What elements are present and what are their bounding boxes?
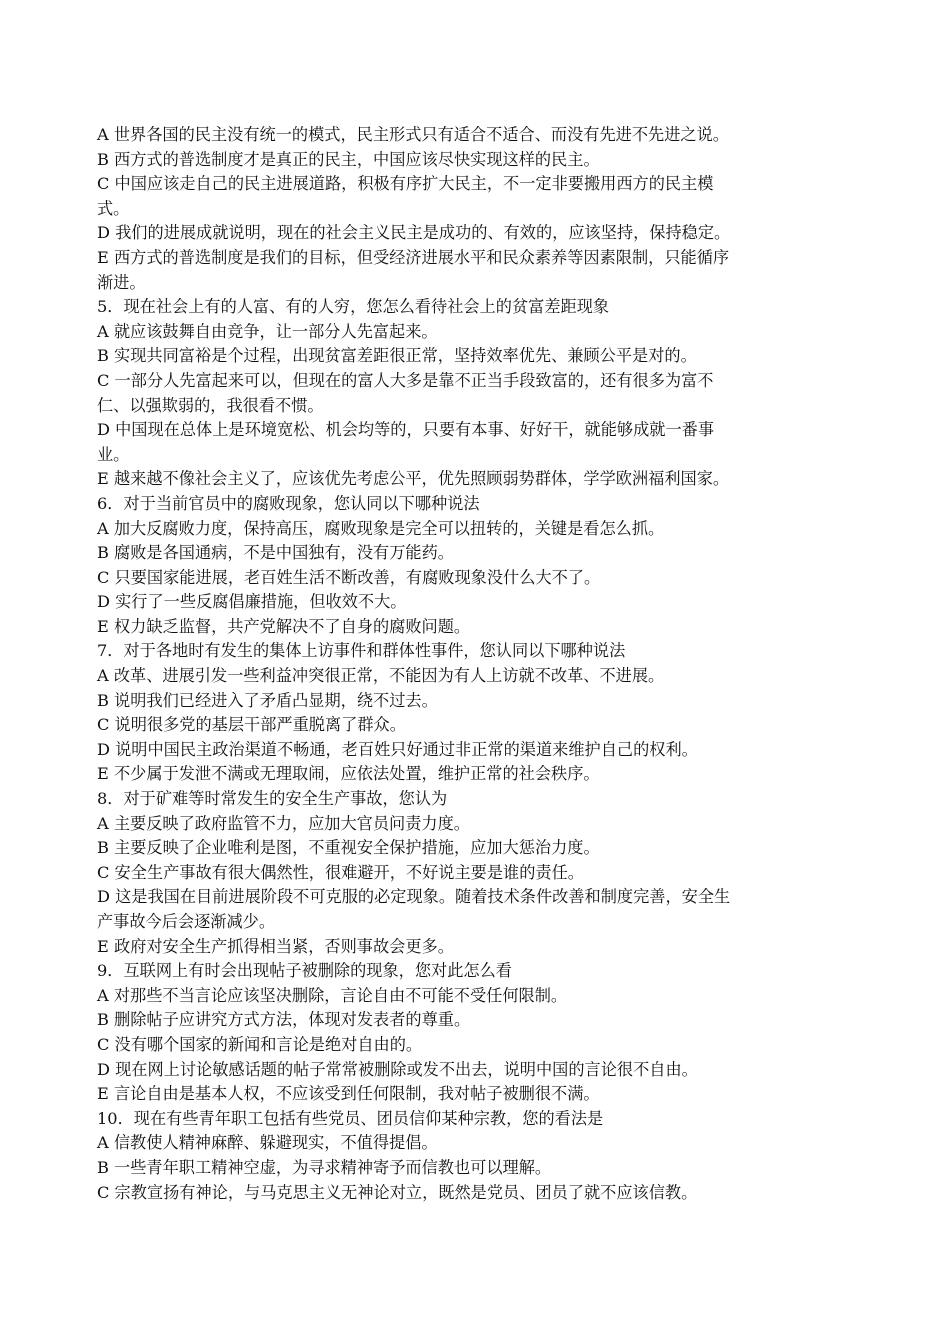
question-6: 6．对于当前官员中的腐败现象，您认同以下哪种说法 [97, 493, 480, 513]
option-line-continuation: 产事故今后会逐渐减少。 [97, 912, 276, 931]
option-line: D 说明中国民主政治渠道不畅通，老百姓只好通过非正常的渠道来维护自己的权利。 [97, 739, 698, 759]
question-9: 9．互联网上有时会出现帖子被删除的现象，您对此怎么看 [97, 961, 512, 981]
option-line: C 说明很多党的基层干部严重脱离了群众。 [97, 715, 406, 735]
question-8: 8．对于矿难等时常发生的安全生产事故，您认为 [97, 789, 448, 809]
option-line: C 安全生产事故有很大偶然性，很难避开，不好说主要是谁的责任。 [97, 862, 584, 882]
option-line-continuation: 业。 [97, 444, 130, 464]
option-line: C 没有哪个国家的新闻和言论是绝对自由的。 [97, 1034, 423, 1054]
option-line-continuation: 渐进。 [97, 272, 146, 292]
option-line: C 只要国家能进展，老百姓生活不断改善，有腐败现象没什么大不了。 [97, 567, 601, 587]
question-5: 5．现在社会上有的人富、有的人穷，您怎么看待社会上的贫富差距现象 [97, 297, 610, 317]
option-line: E 政府对安全生产抓得相当紧，否则事故会更多。 [97, 936, 454, 956]
option-line: A 世界各国的民主没有统一的模式，民主形式只有适合不适合、而没有先进不先进之说。 [97, 125, 729, 144]
option-line: D 实行了一些反腐倡廉措施，但收效不大。 [97, 592, 407, 612]
option-line: D 中国现在总体上是环境宽松、机会均等的，只要有本事、好好干，就能够成就一番事 [97, 420, 715, 440]
option-line: A 改革、进展引发一些利益冲突很正常，不能因为有人上访就不改革、不进展。 [97, 666, 665, 686]
option-line: B 腐败是各国通病，不是中国独有，没有万能药。 [97, 543, 454, 563]
option-line: B 删除帖子应讲究方式方法，体现对发表者的尊重。 [97, 1010, 471, 1030]
option-line: D 我们的进展成就说明，现在的社会主义民主是成功的、有效的，应该坚持，保持稳定。 [97, 223, 731, 243]
option-line: B 主要反映了企业唯利是图，不重视安全保护措施，应加大惩治力度。 [97, 838, 600, 858]
question-7: 7．对于各地时有发生的集体上访事件和群体性事件，您认同以下哪种说法 [97, 641, 626, 661]
option-line: A 对那些不当言论应该坚决删除，言论自由不可能不受任何限制。 [97, 985, 568, 1005]
option-line: A 就应该鼓舞自由竞争，让一部分人先富起来。 [97, 321, 438, 341]
question-10: 10．现在有些青年职工包括有些党员、团员信仰某种宗教，您的看法是 [97, 1108, 604, 1128]
option-line: B 一些青年职工精神空虚，为寻求精神寄予而信教也可以理解。 [97, 1157, 552, 1177]
option-line: C 中国应该走自己的民主进展道路，积极有序扩大民主，不一定非要搬用西方的民主模 [97, 174, 714, 194]
option-line: B 西方式的普选制度才是真正的民主，中国应该尽快实现这样的民主。 [97, 149, 600, 169]
option-line-continuation: 式。 [97, 198, 130, 218]
option-line: E 越来越不像社会主义了，应该优先考虑公平，优先照顾弱势群体，学学欧洲福利国家。 [97, 469, 730, 489]
option-line-continuation: 仁、以强欺弱的，我很看不惯。 [97, 395, 324, 415]
option-line: A 主要反映了政府监管不力，应加大官员问责力度。 [97, 813, 470, 833]
option-line: B 实现共同富裕是个过程，出现贫富差距很正常，坚持效率优先、兼顾公平是对的。 [97, 346, 697, 366]
option-line: E 权力缺乏监督，共产党解决不了自身的腐败问题。 [97, 616, 471, 636]
option-line: E 言论自由是基本人权，不应该受到任何限制，我对帖子被删很不满。 [97, 1084, 600, 1104]
option-line: C 宗教宣扬有神论，与马克思主义无神论对立，既然是党员、团员了就不应该信教。 [97, 1182, 698, 1202]
option-line: A 加大反腐败力度，保持高压，腐败现象是完全可以扭转的，关键是看怎么抓。 [97, 518, 665, 538]
option-line: D 这是我国在目前进展阶段不可克服的必定现象。随着技术条件改善和制度完善，安全生 [97, 887, 731, 907]
option-line: D 现在网上讨论敏感话题的帖子常常被删除或发不出去，说明中国的言论很不自由。 [97, 1059, 698, 1079]
option-line: B 说明我们已经进入了矛盾凸显期，绕不过去。 [97, 690, 438, 710]
option-line: E 西方式的普选制度是我们的目标，但受经济进展水平和民众素养等因素限制，只能循序 [97, 247, 730, 267]
option-line: E 不少属于发泄不满或无理取闹，应依法处置，维护正常的社会秩序。 [97, 764, 600, 784]
option-line: A 信教使人精神麻醉、躲避现实，不值得提倡。 [97, 1133, 438, 1153]
option-line: C 一部分人先富起来可以，但现在的富人大多是靠不正当手段致富的，还有很多为富不 [97, 370, 714, 390]
